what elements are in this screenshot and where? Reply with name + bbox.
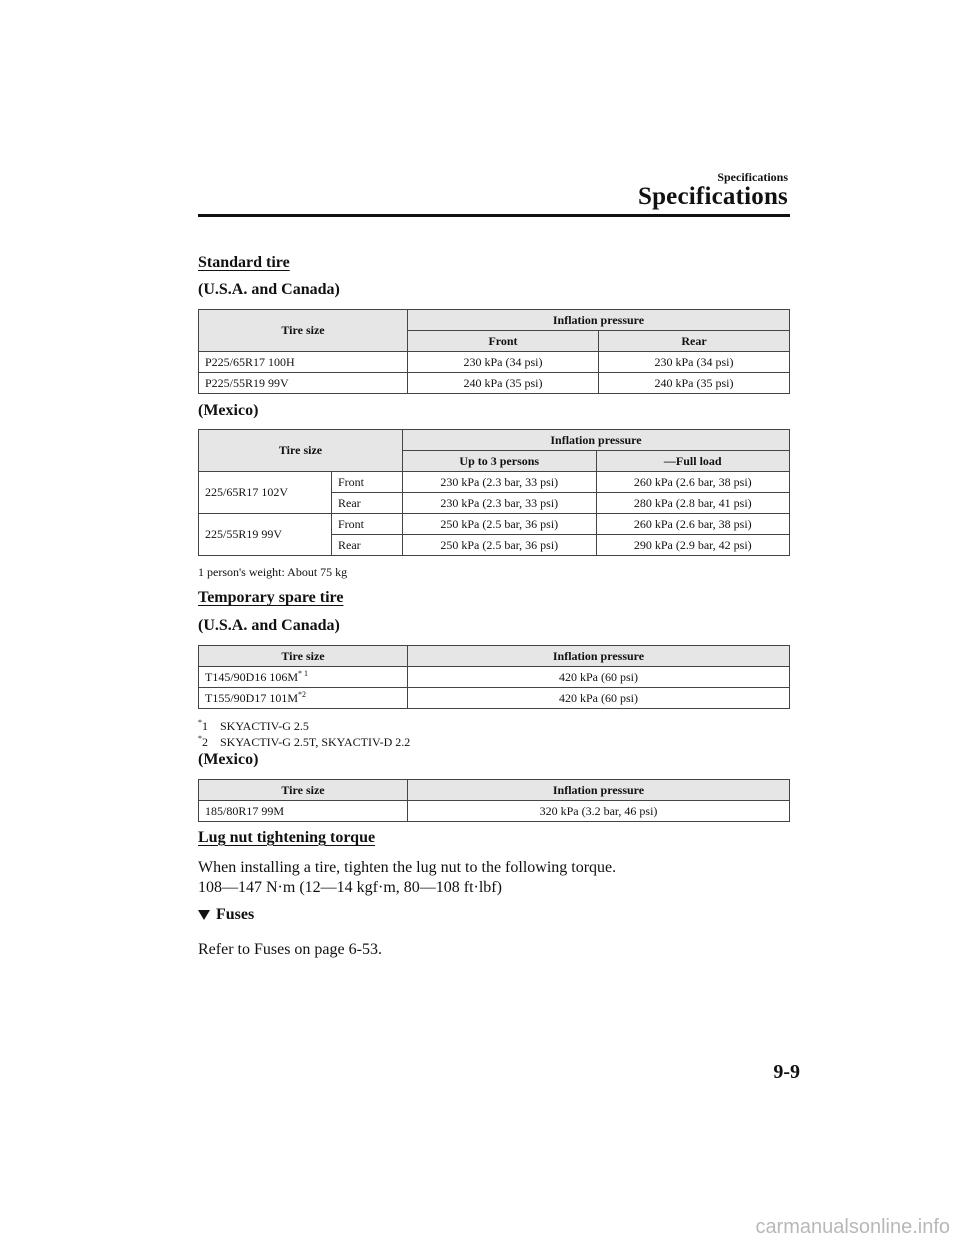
tire-size-text: T145/90D16 106M <box>205 670 298 684</box>
col-tire-size: Tire size <box>199 430 403 472</box>
footnote-text: 1 SKYACTIV-G 2.5 <box>202 719 309 733</box>
front-pressure-cell: 240 kPa (35 psi) <box>408 373 599 394</box>
col-tire-size: Tire size <box>199 310 408 352</box>
tire-size-cell: P225/65R17 100H <box>199 352 408 373</box>
spare-mexico-subtitle: (Mexico) <box>198 751 259 768</box>
axle-cell: Front <box>332 514 403 535</box>
triangle-bullet-icon <box>198 910 210 920</box>
standard-mexico-table <box>198 429 790 556</box>
table-row <box>199 667 790 688</box>
spare-usa-subtitle: (U.S.A. and Canada) <box>198 617 340 634</box>
footnote-marker: *2 <box>298 690 306 699</box>
tire-size-cell: 185/80R17 99M <box>199 801 408 822</box>
section-header-title: Specifications <box>637 183 788 210</box>
table-row <box>199 373 790 394</box>
watermark: carmanualsonline.info <box>755 1216 950 1238</box>
axle-cell: Front <box>332 472 403 493</box>
pressure-cell: 320 kPa (3.2 bar, 46 psi) <box>408 801 790 822</box>
col-inflation-pressure: Inflation pressure <box>408 646 790 667</box>
footnote-2 <box>198 734 410 750</box>
pressure-cell: 420 kPa (60 psi) <box>408 688 790 709</box>
col-full-load: ―Full load <box>596 451 790 472</box>
person-weight-note: 1 person's weight: About 75 kg <box>198 565 348 579</box>
standard-tire-heading: Standard tire <box>198 254 290 271</box>
lug-nut-instruction: When installing a tire, tighten the lug nut to the following torque. <box>198 859 617 876</box>
lug-nut-heading: Lug nut tightening torque <box>198 829 376 846</box>
tire-size-cell: P225/55R19 99V <box>199 373 408 394</box>
col-front: Front <box>408 331 599 352</box>
pressure-cell: 420 kPa (60 psi) <box>408 667 790 688</box>
col-tire-size: Tire size <box>199 780 408 801</box>
tire-size-cell <box>199 688 408 709</box>
section-header-small: Specifications <box>717 170 788 184</box>
col-rear: Rear <box>599 331 790 352</box>
tire-size-cell <box>199 667 408 688</box>
up-to-3-cell: 230 kPa (2.3 bar, 33 psi) <box>403 493 597 514</box>
table-row <box>199 514 790 535</box>
up-to-3-cell: 230 kPa (2.3 bar, 33 psi) <box>403 472 597 493</box>
col-tire-size: Tire size <box>199 646 408 667</box>
tire-size-text: T155/90D17 101M <box>205 691 298 705</box>
table-row <box>199 688 790 709</box>
table-row <box>199 472 790 493</box>
rear-pressure-cell: 230 kPa (34 psi) <box>599 352 790 373</box>
tire-size-cell: 225/55R19 99V <box>199 514 332 556</box>
footnote-text: 2 SKYACTIV-G 2.5T, SKYACTIV-D 2.2 <box>202 735 411 749</box>
col-inflation-pressure: Inflation pressure <box>408 310 790 331</box>
front-pressure-cell: 230 kPa (34 psi) <box>408 352 599 373</box>
spare-mexico-table <box>198 779 790 822</box>
col-inflation-pressure: Inflation pressure <box>403 430 790 451</box>
fuses-title: Fuses <box>216 906 255 923</box>
full-load-cell: 260 kPa (2.6 bar, 38 psi) <box>596 514 790 535</box>
lug-nut-torque-value: 108―147 N·m (12―14 kgf·m, 80―108 ft·lbf) <box>198 879 502 896</box>
col-up-to-3-persons: Up to 3 persons <box>403 451 597 472</box>
footnote-mark: * <box>198 718 202 727</box>
spare-usa-table <box>198 645 790 709</box>
standard-mexico-subtitle: (Mexico) <box>198 402 259 419</box>
fuses-heading <box>198 906 254 924</box>
tire-size-cell: 225/65R17 102V <box>199 472 332 514</box>
footnote-mark: * <box>198 734 202 743</box>
spare-tire-heading: Temporary spare tire <box>198 589 344 606</box>
col-inflation-pressure: Inflation pressure <box>408 780 790 801</box>
footnote-marker: * 1 <box>298 669 308 678</box>
page-number: 9-9 <box>773 1061 800 1083</box>
rear-pressure-cell: 240 kPa (35 psi) <box>599 373 790 394</box>
full-load-cell: 290 kPa (2.9 bar, 42 psi) <box>596 535 790 556</box>
standard-usa-table <box>198 309 790 394</box>
axle-cell: Rear <box>332 535 403 556</box>
table-row <box>199 801 790 822</box>
full-load-cell: 260 kPa (2.6 bar, 38 psi) <box>596 472 790 493</box>
full-load-cell: 280 kPa (2.8 bar, 41 psi) <box>596 493 790 514</box>
header-divider <box>198 214 790 217</box>
up-to-3-cell: 250 kPa (2.5 bar, 36 psi) <box>403 535 597 556</box>
up-to-3-cell: 250 kPa (2.5 bar, 36 psi) <box>403 514 597 535</box>
table-row <box>199 352 790 373</box>
fuses-reference: Refer to Fuses on page 6-53. <box>198 941 382 958</box>
standard-usa-subtitle: (U.S.A. and Canada) <box>198 281 340 298</box>
footnote-1 <box>198 718 309 734</box>
axle-cell: Rear <box>332 493 403 514</box>
